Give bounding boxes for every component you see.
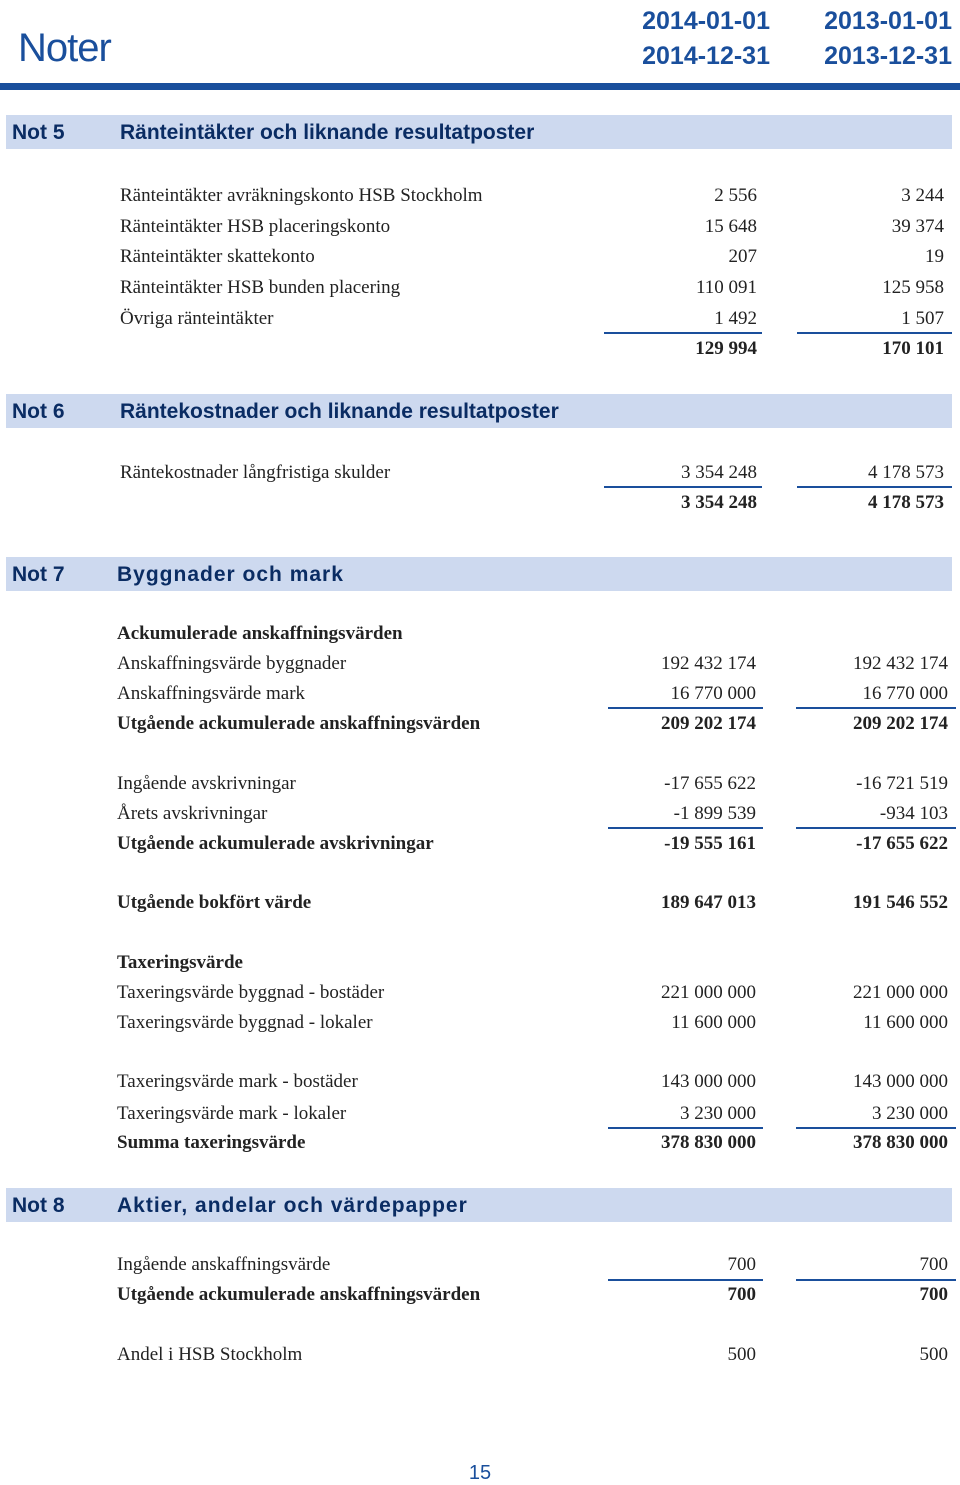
note7-row-value-2014: -19 555 161: [664, 833, 756, 854]
note7-row-value-2013: 209 202 174: [853, 713, 948, 734]
note8-row-value-2013: 700: [919, 1284, 948, 1305]
note7-label: Not 7: [12, 563, 65, 586]
note7-sum-rule-2014: [608, 707, 763, 709]
note5-row-label: Ränteintäkter HSB placeringskonto: [120, 216, 391, 237]
note7-row-label: Taxeringsvärde mark - bostäder: [117, 1071, 358, 1092]
note7-title: Byggnader och mark: [117, 563, 344, 586]
column-header-2014-end: 2014-12-31: [642, 42, 770, 70]
page-title: Noter: [18, 26, 111, 70]
note7-row-value-2013: 191 546 552: [853, 892, 948, 913]
note8-row-label: Utgående ackumulerade anskaffningsvärden: [117, 1284, 481, 1305]
note8-row-value-2014: 700: [727, 1254, 756, 1275]
note7-row-value-2014: 143 000 000: [661, 1071, 756, 1092]
note6-row-label: Räntekostnader långfristiga skulder: [120, 462, 391, 483]
note7-row-label: Utgående ackumulerade anskaffningsvärden: [117, 713, 481, 734]
note6-label: Not 6: [12, 400, 65, 423]
note7-row-value-2013: 192 432 174: [853, 653, 948, 674]
note5-row-value-2014: 110 091: [695, 277, 757, 298]
note8-title: Aktier, andelar och värdepapper: [117, 1194, 468, 1217]
note7-row-value-2014: 192 432 174: [661, 653, 756, 674]
note6-sum-rule-2014: [604, 486, 762, 488]
note5-row-value-2013: 19: [925, 246, 944, 267]
note7-row-value-2013: 143 000 000: [853, 1071, 948, 1092]
note7-sum-rule-2013: [796, 827, 956, 829]
note7-sum-rule-2013: [796, 707, 956, 709]
note7-row-value-2013: 3 230 000: [872, 1103, 948, 1124]
note7-row-label: Summa taxeringsvärde: [117, 1132, 306, 1153]
note6-title: Räntekostnader och liknande resultatposter: [120, 400, 559, 423]
note7-row-value-2014: -17 655 622: [664, 773, 756, 794]
note7-row-value-2014: 3 230 000: [680, 1103, 756, 1124]
note7-row-label: Taxeringsvärde byggnad - bostäder: [117, 982, 385, 1003]
note7-row-value-2014: 221 000 000: [661, 982, 756, 1003]
note7-row-value-2014: 209 202 174: [661, 713, 756, 734]
note6-row-value-2014: 3 354 248: [681, 462, 757, 483]
note5-row-value-2014: 2 556: [714, 185, 757, 206]
note7-row-label: Årets avskrivningar: [117, 803, 268, 824]
note7-sum-rule-2013: [796, 1127, 956, 1129]
note7-row-value-2014: 16 770 000: [670, 683, 756, 704]
note8-row-value-2014: 700: [727, 1284, 756, 1305]
note7-row-value-2014: -1 899 539: [673, 803, 756, 824]
note7-row-label: Anskaffningsvärde mark: [117, 683, 306, 704]
note7-sum-rule-2014: [608, 1127, 763, 1129]
note7-row-value-2013: 378 830 000: [853, 1132, 948, 1153]
note5-row-value-2013: 3 244: [901, 185, 944, 206]
note8-sum-rule-2013: [796, 1279, 956, 1281]
note7-row-value-2013: 16 770 000: [862, 683, 948, 704]
note5-row-label: Ränteintäkter skattekonto: [120, 246, 315, 267]
note7-row-label: Utgående bokfört värde: [117, 892, 312, 913]
note7-row-label: Ingående avskrivningar: [117, 773, 296, 794]
header-divider: [0, 83, 960, 90]
note7-row-value-2013: -16 721 519: [856, 773, 948, 794]
note8-row-value-2014: 500: [727, 1344, 756, 1365]
note5-label: Not 5: [12, 121, 65, 144]
note8-sum-rule-2014: [608, 1279, 763, 1281]
column-header-2013: [772, 4, 952, 74]
note7-row-label: Taxeringsvärde mark - lokaler: [117, 1103, 347, 1124]
note7-row-label: Taxeringsvärde byggnad - lokaler: [117, 1012, 373, 1033]
note7-row-value-2014: 189 647 013: [661, 892, 756, 913]
note6-total-2014: 3 354 248: [681, 492, 757, 513]
note8-row-value-2013: 700: [919, 1254, 948, 1275]
note5-row-value-2013: 39 374: [891, 216, 944, 237]
column-header-2014: [590, 4, 770, 74]
note8-label: Not 8: [12, 1194, 65, 1217]
note7-row-value-2013: -17 655 622: [856, 833, 948, 854]
note8-row-value-2013: 500: [919, 1344, 948, 1365]
note5-total-2014: 129 994: [695, 338, 757, 359]
note7-sum-rule-2014: [608, 827, 763, 829]
note7-row-label: Anskaffningsvärde byggnader: [117, 653, 347, 674]
column-header-2013-end: 2013-12-31: [824, 42, 952, 70]
note7-row-value-2013: 221 000 000: [853, 982, 948, 1003]
note7-row-value-2014: 378 830 000: [661, 1132, 756, 1153]
note5-sum-rule-2013: [797, 332, 952, 334]
column-header-2014-start: 2014-01-01: [642, 7, 770, 35]
note5-row-label: Övriga ränteintäkter: [120, 308, 274, 329]
page-number: 15: [468, 1462, 492, 1484]
note5-row-value-2013: 1 507: [901, 308, 944, 329]
column-header-2013-start: 2013-01-01: [824, 7, 952, 35]
note5-row-value-2014: 1 492: [714, 308, 757, 329]
note5-sum-rule-2014: [604, 332, 762, 334]
note7-subheading-acquisition: Ackumulerade anskaffningsvärden: [117, 623, 403, 644]
note6-row-value-2013: 4 178 573: [868, 462, 944, 483]
note7-subheading-tax-value: Taxeringsvärde: [117, 952, 243, 973]
note5-row-value-2013: 125 958: [882, 277, 944, 298]
note7-row-value-2013: 11 600 000: [863, 1012, 948, 1033]
note7-row-label: Utgående ackumulerade avskrivningar: [117, 833, 434, 854]
note6-sum-rule-2013: [797, 486, 952, 488]
note5-row-value-2014: 15 648: [704, 216, 757, 237]
note5-row-value-2014: 207: [728, 246, 757, 267]
note6-total-2013: 4 178 573: [868, 492, 944, 513]
note7-row-value-2014: 11 600 000: [671, 1012, 756, 1033]
note7-row-value-2013: -934 103: [879, 803, 948, 824]
note8-row-label: Ingående anskaffningsvärde: [117, 1254, 331, 1275]
note5-title: Ränteintäkter och liknande resultatposter: [120, 121, 535, 144]
note5-row-label: Ränteintäkter avräkningskonto HSB Stockholm: [120, 185, 483, 206]
note5-total-2013: 170 101: [882, 338, 944, 359]
note5-row-label: Ränteintäkter HSB bunden placering: [120, 277, 401, 298]
note8-row-label: Andel i HSB Stockholm: [117, 1344, 303, 1365]
